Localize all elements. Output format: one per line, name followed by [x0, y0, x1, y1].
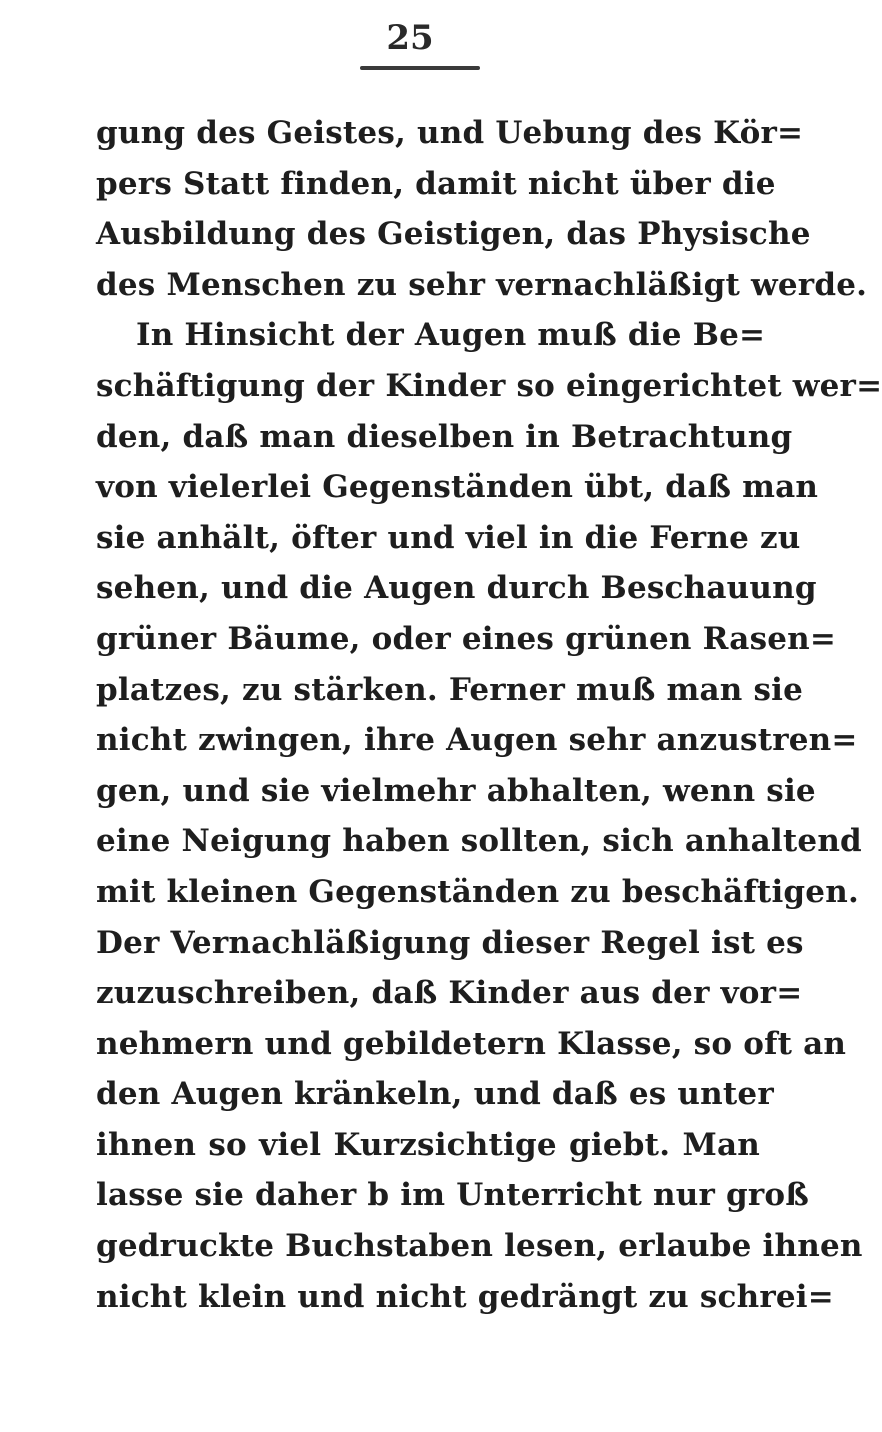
text-line: den Augen kränkeln, und daß es unter — [96, 1076, 774, 1113]
text-line: pers Statt finden, damit nicht über die — [96, 165, 776, 202]
text-line: den, daß man dieselben in Betrachtung — [96, 418, 793, 455]
text-line: gung des Geistes, und Uebung des Kör= — [96, 115, 804, 151]
text-line: sie anhält, öfter und viel in die Ferne zu — [96, 519, 801, 556]
text-line: In Hinsicht der Augen muß die Be= — [136, 317, 766, 354]
text-line: des Menschen zu sehr vernachläßigt werde. — [96, 266, 868, 303]
page-number: 25 — [386, 18, 434, 58]
body-text — [96, 108, 882, 1322]
text-line: schäftigung der Kinder so eingerichtet wer= — [96, 367, 882, 404]
text-line: lasse sie daher b im Unterricht nur groß — [96, 1177, 810, 1214]
text-line: Der Vernachläßigung dieser Regel ist es — [96, 924, 804, 961]
text-line: gen, und sie vielmehr abhalten, wenn sie — [96, 772, 816, 809]
text-line: nehmern und gebildetern Klasse, so oft an — [96, 1025, 847, 1062]
text-line: platzes, zu stärken. Ferner muß man sie — [96, 671, 804, 708]
text-line: mit kleinen Gegenständen zu beschäftigen. — [96, 873, 859, 910]
text-line: ihnen so viel Kurzsichtige giebt. Man — [96, 1126, 760, 1163]
text-line: sehen, und die Augen durch Beschauung — [96, 570, 817, 607]
header-rule — [360, 66, 480, 70]
text-line: von vielerlei Gegenständen übt, daß man — [96, 469, 819, 506]
text-line: gedruckte Buchstaben lesen, erlaube ihnen — [96, 1228, 863, 1265]
text-line: grüner Bäume, oder eines grünen Rasen= — [96, 620, 837, 657]
text-line: nicht zwingen, ihre Augen sehr anzustren= — [96, 722, 858, 759]
text-line: eine Neigung haben sollten, sich anhaltend — [96, 823, 862, 860]
text-line: nicht klein und nicht gedrängt zu schrei= — [96, 1278, 834, 1315]
text-line: Ausbildung des Geistigen, das Physische — [96, 216, 811, 253]
text-line: zuzuschreiben, daß Kinder aus der vor= — [96, 975, 803, 1012]
